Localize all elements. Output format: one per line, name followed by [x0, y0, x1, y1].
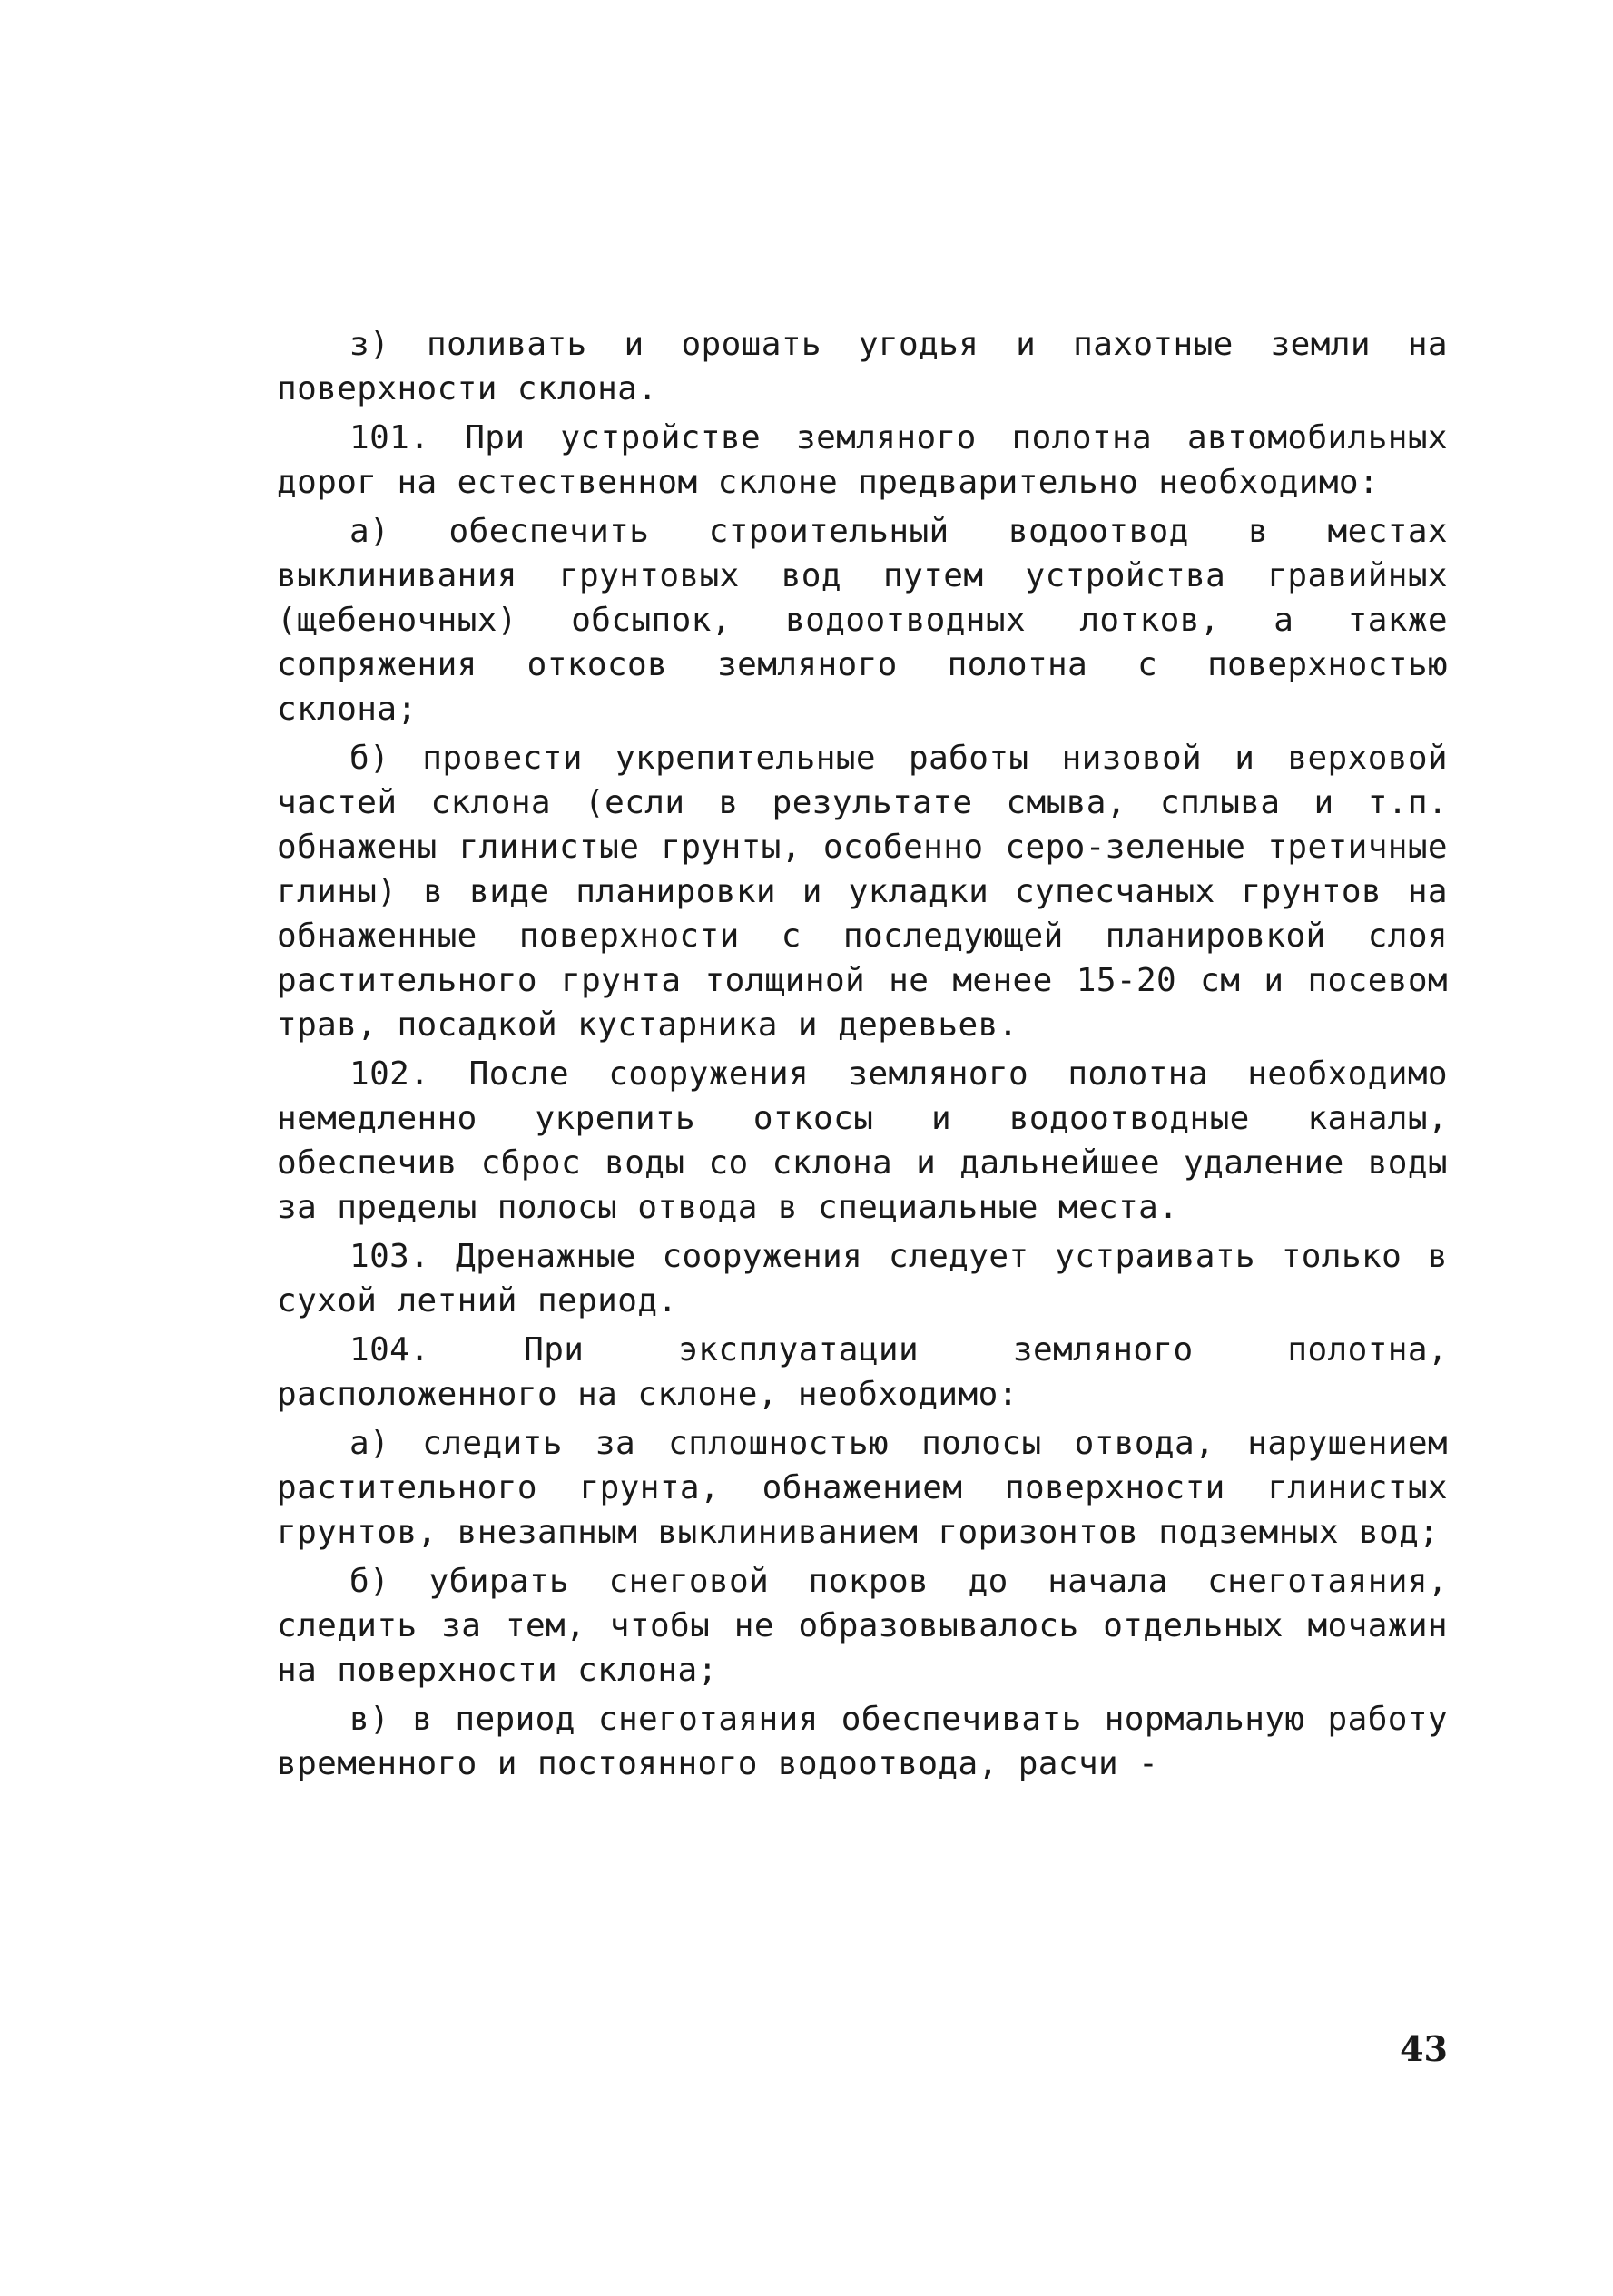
paragraph-102: 102. После сооружения земляного полотна необходимо немедленно укрепить откосы и водоотводные каналы, обеспечив сброс воды со склона и дальнейшее удаление воды за пределы полосы отвода в специальные места.: [277, 1055, 1469, 1226]
paragraph-104-a: а) следить за сплошностью полосы отвода, нарушением растительного грунта, обнажением поверхности глинистых грунтов, внезапным выклиниванием горизонтов подземных вод;: [277, 1425, 1469, 1551]
page-number: 43: [1400, 2028, 1448, 2069]
paragraph-101: 101. При устройстве земляного полотна автомобильных дорог на естественном склоне предварительно необходимо:: [277, 419, 1469, 501]
paragraph-z-watering: з) поливать и орошать угодья и пахотные земли на поверхности склона.: [277, 326, 1469, 407]
body-text: [277, 322, 1469, 1786]
paragraph-101-b: б) провести укрепительные работы низовой и верховой частей склона (если в результате смыва, сплыва и т.п. обнажены глинистые грунты, особенно серо-зеленые третичные глины) в виде планировки и укладки супесчаных грунтов на обнаженные поверхности с последующей планировкой слоя растительного грунта толщиной не менее 15-20 см и посевом трав, посадкой кустарника и деревьев.: [277, 740, 1469, 1044]
paragraph-101-a: а) обеспечить строительный водоотвод в местах выклинивания грунтовых вод путем устройства гравийных (щебеночных) обсыпок, водоотводных лотков, а также сопряжения откосов земляного полотна с поверхностью склона;: [277, 513, 1469, 728]
paragraph-103: 103. Дренажные сооружения следует устраивать только в сухой летний период.: [277, 1238, 1469, 1320]
paragraph-104: 104. При эксплуатации земляного полотна, расположенного на склоне, необходимо:: [277, 1331, 1469, 1413]
paragraph-104-v: в) в период снеготаяния обеспечивать нормальную работу временного и постоянного водоотвода, расчи -: [277, 1701, 1469, 1782]
paragraph-104-b: б) убирать снеговой покров до начала снеготаяния, следить за тем, чтобы не образовывалось отдельных мочажин на поверхности склона;: [277, 1563, 1469, 1689]
